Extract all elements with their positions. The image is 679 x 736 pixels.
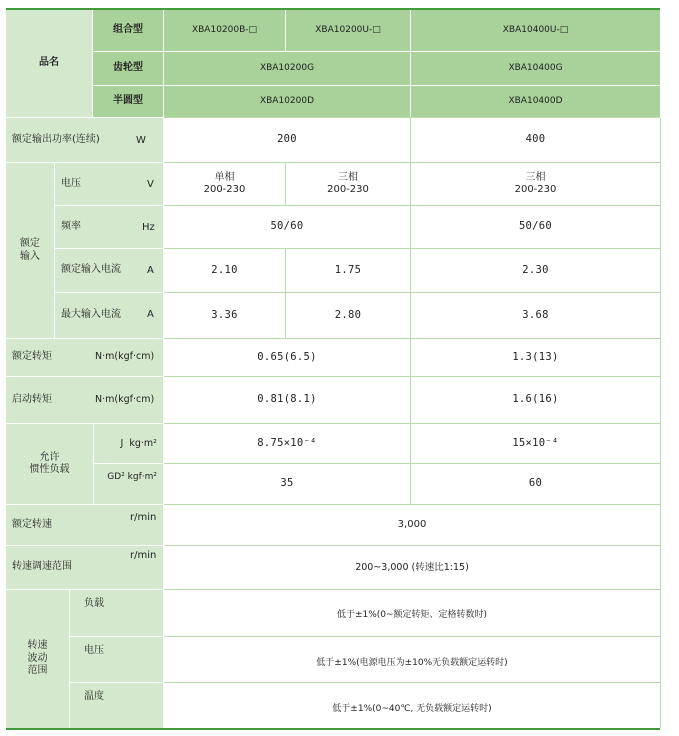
frequency-unit: Hz xyxy=(142,222,155,233)
voltage-c1-range: 200-230 xyxy=(203,184,246,195)
model-xba10200g: XBA10200G xyxy=(164,52,410,85)
row-divider xyxy=(164,504,660,505)
rated-speed-unit: r/min xyxy=(130,512,157,523)
right-edge xyxy=(660,118,661,728)
row-divider xyxy=(164,423,660,424)
row-divider xyxy=(164,248,660,249)
fluctuation-voltage-label-cell xyxy=(70,637,163,682)
row-divider xyxy=(164,589,660,590)
max-current-c2: 2.80 xyxy=(286,293,410,338)
fluctuation-load-label-cell xyxy=(70,590,163,636)
row-divider xyxy=(164,117,660,118)
inertia-gd-unit-cell xyxy=(94,464,163,504)
starting-torque-unit: N·m(kgf·cm) xyxy=(95,394,155,405)
product-name-label: 品名 xyxy=(6,10,92,117)
fluctuation-temperature-value: 低于±1%(0~40℃, 无负载额定运转时) xyxy=(164,683,660,728)
voltage-c2-phase: 三相 xyxy=(338,171,358,183)
rated-input-group-label xyxy=(6,163,54,338)
inertia-gd-unit: GD² kgf·m² xyxy=(107,472,157,482)
max-current-label: 最大输入电流 xyxy=(55,293,163,338)
inertia-group-label xyxy=(6,424,93,504)
model-xba10200u: XBA10200U-□ xyxy=(286,10,410,51)
model-xba10200d: XBA10200D xyxy=(164,86,410,117)
rated-current-c3: 2.30 xyxy=(411,249,660,292)
model-xba10400d: XBA10400D xyxy=(411,86,660,117)
voltage-unit: V xyxy=(147,179,154,190)
frequency-200: 50/60 xyxy=(164,206,410,248)
rated-input-group-text: 额定 输入 xyxy=(20,238,40,262)
voltage-c2 xyxy=(286,163,410,205)
frequency-label: 频率 xyxy=(55,206,163,248)
col-divider xyxy=(285,163,286,205)
speed-fluctuation-group-label xyxy=(6,590,69,728)
combo-type-label: 组合型 xyxy=(93,10,163,51)
rated-current-unit: A xyxy=(147,265,154,276)
rated-speed-label: 额定转速 xyxy=(6,505,163,545)
fluctuation-voltage-value: 低于±1%(电源电压为±10%无负载额定运转时) xyxy=(164,637,660,682)
rated-output-400: 400 xyxy=(411,118,660,162)
round-shaft-type-label: 半圆型 xyxy=(93,86,163,117)
fluctuation-load-label: 负载 xyxy=(84,598,104,609)
row-divider xyxy=(164,682,660,683)
starting-torque-label: 启动转矩 xyxy=(6,377,163,423)
rated-torque-200: 0.65(6.5) xyxy=(164,339,410,376)
col-divider xyxy=(285,249,286,338)
row-divider xyxy=(164,636,660,637)
row-divider xyxy=(164,205,660,206)
inertia-group-text: 允许 惯性负载 xyxy=(29,451,70,475)
bottom-border xyxy=(6,728,660,730)
voltage-c1-phase: 单相 xyxy=(214,171,235,183)
rated-current-label: 额定输入电流 xyxy=(55,249,163,292)
rated-speed-value: 3,000 xyxy=(164,505,660,545)
inertia-gd-200: 35 xyxy=(164,464,410,504)
model-xba10200b: XBA10200B-□ xyxy=(164,10,285,51)
starting-torque-400: 1.6(16) xyxy=(411,377,660,423)
row-divider xyxy=(164,463,660,464)
row-divider xyxy=(164,162,660,163)
fluctuation-temperature-label: 温度 xyxy=(84,691,104,702)
rated-output-200: 200 xyxy=(164,118,410,162)
speed-range-value: 200~3,000 (转速比1:15) xyxy=(164,546,660,589)
model-xba10400g: XBA10400G xyxy=(411,52,660,85)
rated-output-unit: W xyxy=(136,135,146,146)
rated-output-label: 额定输出功率(连续) xyxy=(6,118,163,162)
voltage-c3-range: 200-230 xyxy=(514,184,557,195)
speed-range-label: 转速调速范围 xyxy=(6,546,163,589)
fluctuation-load-value: 低于±1%(0~额定转矩、定格转数时) xyxy=(164,590,660,636)
starting-torque-200: 0.81(8.1) xyxy=(164,377,410,423)
rated-torque-400: 1.3(13) xyxy=(411,339,660,376)
inertia-gd-400: 60 xyxy=(411,464,660,504)
voltage-c1 xyxy=(164,163,285,205)
frequency-400: 50/60 xyxy=(411,206,660,248)
max-current-unit: A xyxy=(147,309,154,320)
fluctuation-temperature-label-cell xyxy=(70,683,163,728)
speed-fluctuation-group-text: 转速 波动 范围 xyxy=(27,640,48,677)
voltage-label: 电压 xyxy=(55,163,163,205)
col-divider xyxy=(410,118,411,504)
inertia-j-unit-cell xyxy=(94,424,163,463)
row-divider xyxy=(164,545,660,546)
voltage-c2-range: 200-230 xyxy=(327,184,369,195)
model-xba10400u: XBA10400U-□ xyxy=(411,10,660,51)
rated-current-c2: 1.75 xyxy=(286,249,410,292)
max-current-c1: 3.36 xyxy=(164,293,285,338)
row-divider xyxy=(164,338,660,339)
inertia-j-unit: J kg·m² xyxy=(120,437,157,449)
row-divider xyxy=(164,292,660,293)
voltage-c3 xyxy=(411,163,660,205)
voltage-c3-phase: 三相 xyxy=(525,171,546,183)
inertia-j-400: 15×10⁻⁴ xyxy=(411,424,660,463)
rated-current-c1: 2.10 xyxy=(164,249,285,292)
rated-torque-unit: N·m(kgf·cm) xyxy=(95,351,155,362)
gear-type-label: 齿轮型 xyxy=(93,52,163,85)
speed-range-unit: r/min xyxy=(130,550,157,561)
rated-torque-label: 额定转矩 xyxy=(6,339,163,376)
row-divider xyxy=(164,376,660,377)
fluctuation-voltage-label: 电压 xyxy=(84,645,104,656)
inertia-j-200: 8.75×10⁻⁴ xyxy=(164,424,410,463)
max-current-c3: 3.68 xyxy=(411,293,660,338)
